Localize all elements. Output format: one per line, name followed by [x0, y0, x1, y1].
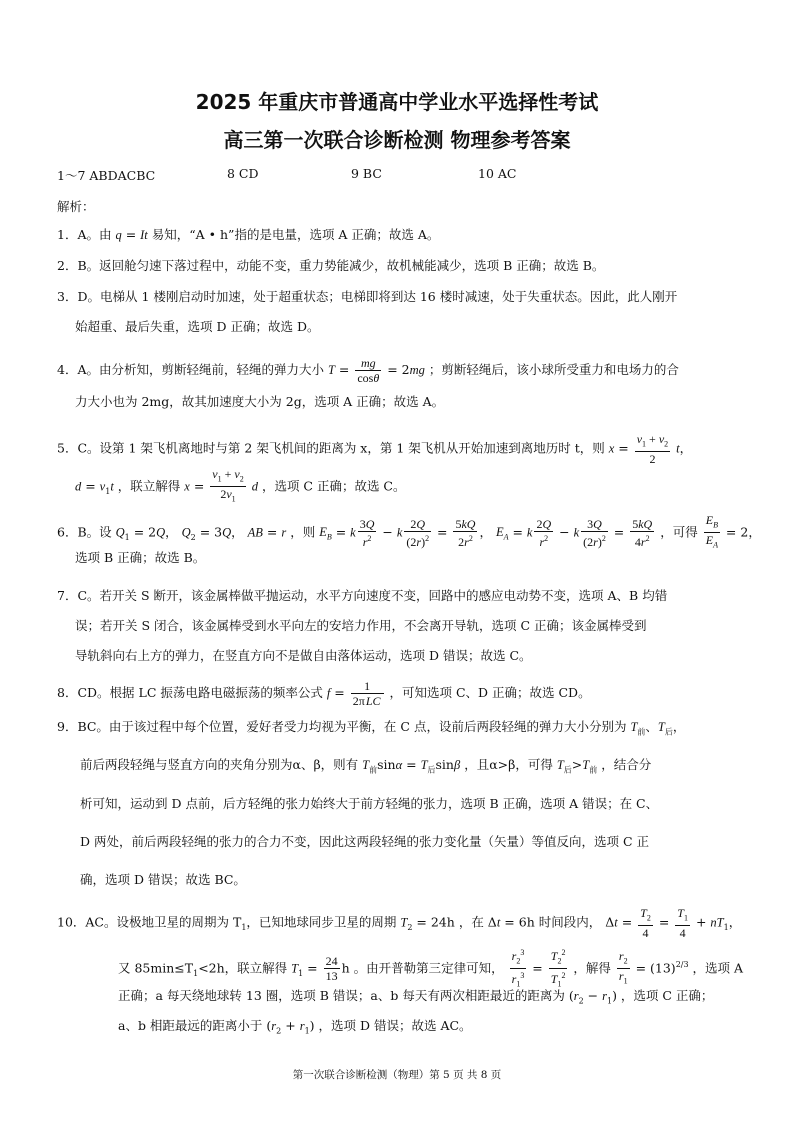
page-subtitle: 高三第一次联合诊断检测 物理参考答案	[223, 128, 571, 152]
solution-9-cont2: 析可知，运动到 D 点前，后方轻绳的张力始终大于前方轻绳的张力，选项 B 正确，选项 A 错误；在 C、	[80, 796, 659, 811]
solution-5: 5．C。设第 1 架飞机离地时与第 2 架飞机间的距离为 x，第 1 架飞机从开始加速到离地历时 t，则 x = $\frac{v_1 + v_2}{2}$ t，	[57, 432, 693, 467]
solution-10-cont2: 正确；a 每天绕地球转 13 圈，选项 B 错误；a、b 每天有两次相距最近的距离为 $(r_2 - r_1)$ ，选项 C 正确；	[118, 988, 714, 1006]
solution-5-cont: $d = v_1t$ ，联立解得 x = $\frac{v_1 + v_2}{2v_1}$ d ，选项 C 正确；故选 C。	[75, 467, 406, 504]
answer-10: 10 AC	[478, 166, 517, 181]
solution-9-cont3: D 两处，前后两段轻绳的张力的合力不变，因此这两段轻绳的张力变化量（矢量）等值反向，选项 C 正	[80, 834, 650, 849]
solution-3-cont: 始超重、最后失重，选项 D 正确；故选 D。	[75, 319, 320, 334]
analysis-label: 解析：	[57, 199, 95, 214]
answer-key	[57, 166, 757, 184]
solution-10: 10．AC。设极地卫星的周期为 $T_1$，已知地球同步卫星的周期 $T_2 = 24h$ ，在 Δt = 6h 时间段内， Δt = $\frac{T_2}{4}$ = $\frac{T_1}{4}$ + $nT_1$，	[57, 906, 742, 941]
solution-6: 6．B。设 $Q_1 = 2Q$， $Q_2 = 3Q$， AB = r ，则 $E_B = k$ $\frac{3Q}{r^2}$ − k $\frac{2Q}{(2r)^2}$ = $\frac{5kQ}{2r^2}$ ， $E_A = k$ $\frac{2Q}{r^2}$ − k $\frac{3Q}{(2r)^2}$ = $\frac{5kQ}{4r^2}$ ，可得 $\frac{E_B}{E_A}$ = 2，	[57, 513, 761, 550]
solution-10-cont1: 又 $85\min\le T_1<2h$，联立解得 $T_1$ = $\frac{24}{13}$ h 。由开普勒第三定律可知， $\frac{r_2^3}{r_1^3}$ = $\frac{T_2^2}{T_1^2}$ ，解得 $\frac{r_2}{r_1}$ = $(13)^{2/3}$ ，选项 A	[118, 948, 744, 989]
solution-7-cont2: 导轨斜向右上方的弹力，在竖直方向不是做自由落体运动，选项 D 错误；故选 C。	[75, 648, 532, 663]
answer-8: 8 CD	[227, 166, 259, 181]
solution-2: 2．B。返回舱匀速下落过程中，动能不变，重力势能减少，故机械能减少，选项 B 正确；故选 B。	[57, 258, 605, 273]
solution-9-cont4: 确，选项 D 错误；故选 BC。	[80, 872, 246, 887]
solution-1: 1．A。由 q = It 易知，“A • h”指的是电量，选项 A 正确；故选 A。	[57, 227, 440, 242]
solution-4-cont: 力大小也为 2mg，故其加速度大小为 2g，选项 A 正确；故选 A。	[75, 394, 445, 409]
solution-7-cont1: 误；若开关 S 闭合，该金属棒受到水平向左的安培力作用，不会离开导轨，选项 C 正确；该金属棒受到	[75, 618, 647, 633]
answer-1-7: 1～7 ABDACBC	[57, 168, 156, 183]
solution-9-cont1: 前后两段轻绳与竖直方向的夹角分别为α、β，则有 $T_前\sin\alpha = T_后\sin\beta$ ，且α>β，可得 $T_后>T_前$ ，结合分	[80, 757, 652, 775]
solution-7: 7．C。若开关 S 断开，该金属棒做平抛运动，水平方向速度不变，回路中的感应电动势不变，选项 A、B 均错	[57, 588, 668, 603]
page-title: 2025 年重庆市普通高中学业水平选择性考试	[195, 90, 599, 114]
solution-9: 9．BC。由于该过程中每个位置，爱好者受力均视为平衡，在 C 点，设前后两段轻绳的弹力大小分别为 $T_前$、$T_后$，	[57, 719, 686, 737]
page-footer: 第一次联合诊断检测（物理）第 5 页 共 8 页	[292, 1069, 502, 1081]
solution-8: 8．CD。根据 LC 振荡电路电磁振荡的频率公式 f = $\frac{1}{\text{2πLC}}$ ，可知选项 C、D 正确；故选 CD。	[57, 679, 591, 708]
solution-6-cont: 选项 B 正确；故选 B。	[75, 550, 206, 565]
solution-10-cont3: a、b 相距最远的距离小于 $(r_2 + r_1)$ ，选项 D 错误；故选 AC。	[118, 1018, 472, 1036]
solution-4: 4．A。由分析知，剪断轻绳前，轻绳的弹力大小 T = $\frac{mg}{\cos\theta}$ = 2mg ；剪断轻绳后，该小球所受重力和电场力的合	[57, 356, 679, 385]
answer-9: 9 BC	[351, 166, 382, 181]
solution-3: 3．D。电梯从 1 楼刚启动时加速，处于超重状态；电梯即将到达 16 楼时减速，处于失重状态。因此，此人刚开	[57, 289, 678, 304]
